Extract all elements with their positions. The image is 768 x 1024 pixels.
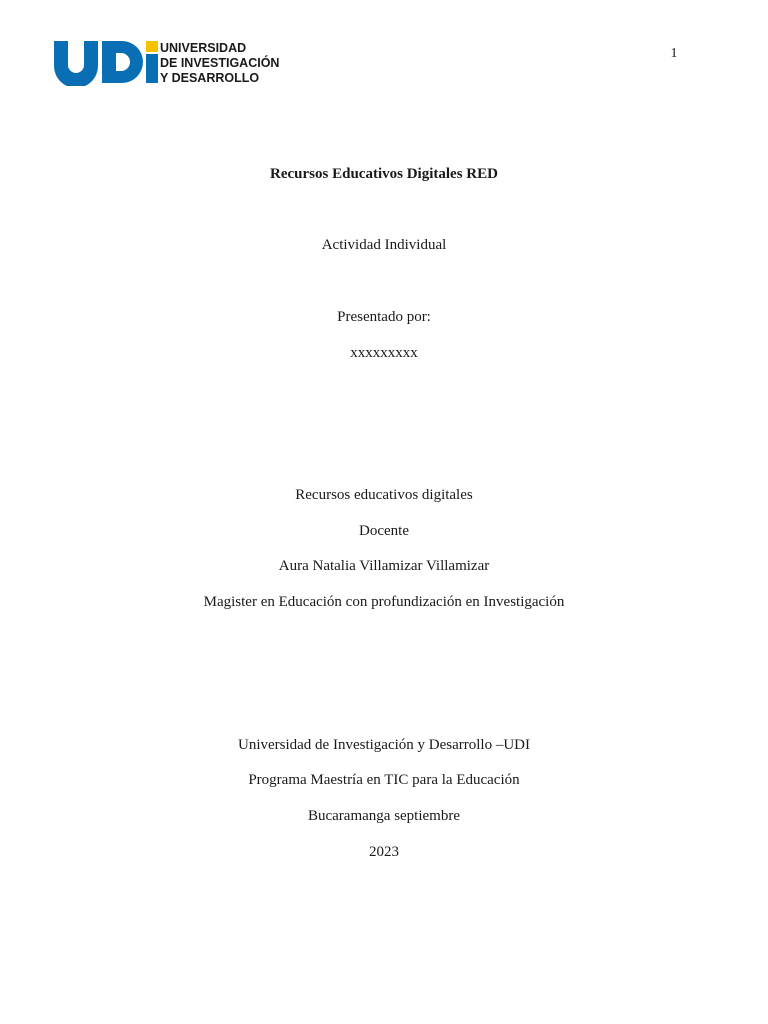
author-name: xxxxxxxxx — [350, 345, 418, 361]
teacher-name: Aura Natalia Villamizar Villamizar — [278, 558, 490, 574]
university-name: Universidad de Investigación y Desarrollo –UDI — [237, 737, 530, 753]
teacher-role: Docente — [359, 523, 409, 539]
course-name: Recursos educativos digitales — [295, 487, 473, 503]
page-number: 1 — [670, 46, 678, 61]
logo-text-line1: UNIVERSIDAD — [160, 41, 247, 55]
logo-letter-d — [102, 41, 143, 83]
logo-text-line3: Y DESARROLLO — [160, 71, 260, 85]
teacher-degree: Magister en Educación con profundización en Investigación — [203, 594, 565, 610]
year: 2023 — [369, 844, 399, 860]
activity-type: Actividad Individual — [321, 237, 447, 253]
udi-logo — [52, 38, 292, 86]
logo-text-line2: DE INVESTIGACIÓN — [160, 56, 280, 70]
program-name: Programa Maestría en TIC para la Educación — [248, 772, 520, 788]
presented-by-label: Presentado por: — [337, 309, 431, 325]
document-title: Recursos Educativos Digitales RED — [270, 166, 498, 182]
logo-letter-u — [54, 41, 98, 86]
logo-letter-i — [146, 54, 158, 83]
logo-yellow-square — [146, 41, 158, 52]
place-date: Bucaramanga septiembre — [307, 808, 460, 824]
